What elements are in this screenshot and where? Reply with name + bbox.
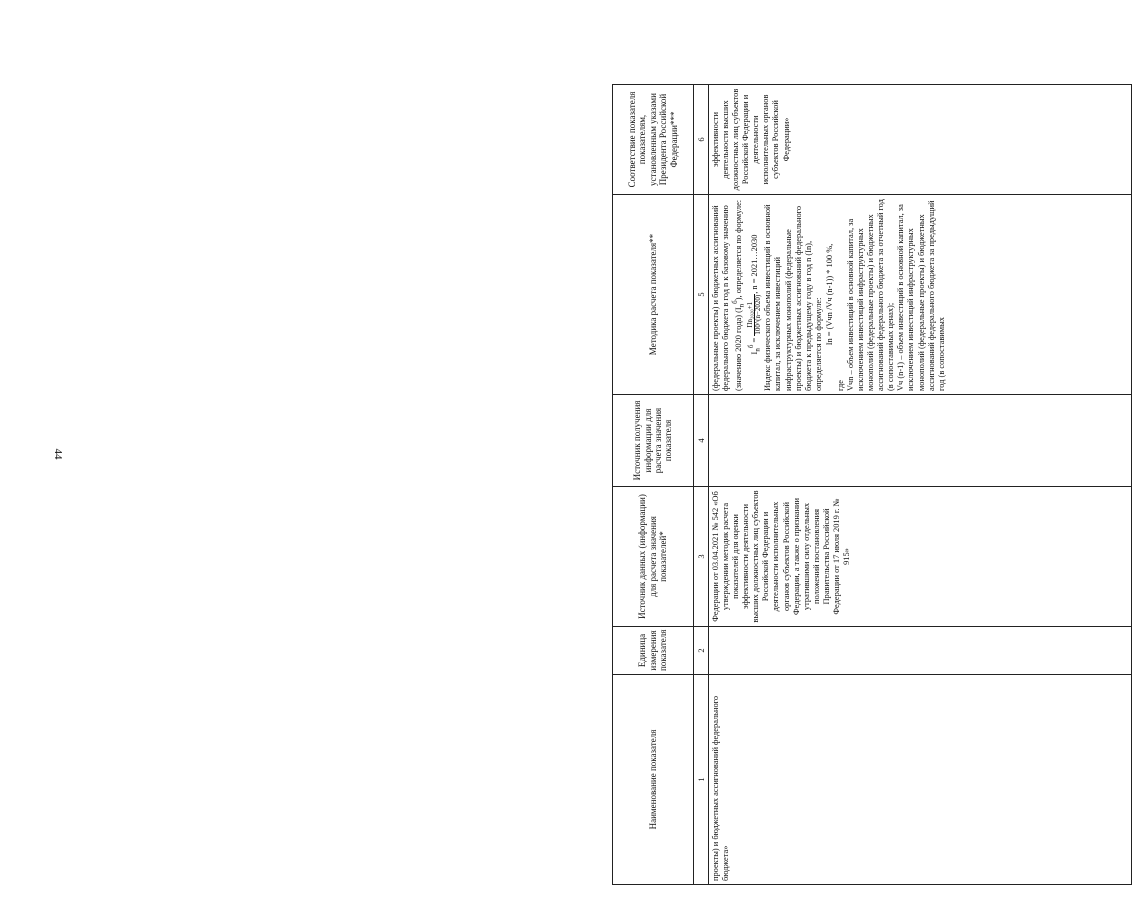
formula-index: $I_n^б$ = Пn₂₀₂₀+1 100^(n−2020) , n = 2021…2030: [746, 234, 763, 355]
col-number-6: 6: [694, 85, 709, 195]
col-number-2: 2: [694, 627, 709, 675]
page-number: 44: [52, 448, 64, 460]
method-where: где: [835, 380, 845, 391]
column-number-row: [694, 85, 709, 885]
header-method: Методика расчета показателя**: [613, 195, 694, 395]
info-source-cell: [709, 395, 1132, 487]
method-cell: [709, 195, 1132, 395]
header-row: [613, 85, 694, 885]
header-data-source: Источник данных (информации) для расчета значения показателей*: [613, 487, 694, 627]
col-number-4: 4: [694, 395, 709, 487]
formula-denominator: 100^(n−2020): [754, 294, 763, 335]
indicator-name-cell: проекты) и бюджетных ассигнований федерального бюджета»: [709, 675, 1132, 885]
col-number-1: 1: [694, 675, 709, 885]
formula-range: , n = 2021…2030: [749, 234, 759, 294]
method-text-4: Vч (n-1) – объем инвестиций в основной капитал, за исключением инвестиций инфраструктурных монополий (федеральные проекты) и бюджетных ассигнований федерального бюджета за предыдущий год (в сопоставимых: [896, 200, 946, 391]
col-number-3: 3: [694, 487, 709, 627]
data-source-cell: Федерации от 03.04.2021 № 542 «Об утверждении методик расчета показателей для оценки эффективности деятельности высших должностных лиц субъектов Российской Федерации и деятельности исполнительных органов субъектов Российской Федерации, а также о признании утратившими силу отдельных положений постановления Правительства Российской Федерации от 17 июля 2019 г. № 915»: [709, 487, 1132, 627]
formula-lhs: I: [749, 351, 759, 355]
method-symbol-sup: б: [731, 300, 740, 304]
method-text-1: (федеральные проекты) и бюджетных ассигнований федерального бюджета в год n к базовому значению (значению 2020 года) (I: [711, 205, 743, 391]
header-unit: Единица измерения показателя: [613, 627, 694, 675]
method-text-1-end: ), определяется по формуле:: [733, 199, 743, 301]
header-compliance: Соответствие показателя показателям, установленным указами Президента Российской Федерации***: [613, 85, 694, 195]
header-name: Наименование показателя: [613, 675, 694, 885]
formula-lhs-sub: n: [753, 348, 762, 352]
col-number-5: 5: [694, 195, 709, 395]
compliance-cell: эффективности деятельности высших должностных лиц субъектов Российской Федерации и деятельности исполнительных органов субъектов Российской Федерации»: [709, 85, 1132, 195]
formula-fraction: [747, 294, 762, 336]
method-symbol-sub: n: [737, 303, 746, 308]
formula-lhs-sup: б: [747, 344, 756, 349]
method-text-2: Индекс физического объема инвестиций в основной капитал, за исключением инвестиций инфраструктурных монополий (федеральные проекты) и бюджетных ассигнований федерального бюджета к предыдущему году в год n (In), определяется по формуле:: [763, 204, 823, 391]
method-text-3: Vчn – объем инвестиций в основной капитал, за исключением инвестиций инфраструктурных монополий (федеральные проекты) и бюджетных ассигнований федерального бюджета за отчетный год (в сопоставимых ценах);: [846, 199, 896, 391]
rotated-page: [612, 85, 1132, 885]
formula-growth: In = (Vчn /Vч (n-1)) * 100 %,: [824, 243, 834, 346]
indicator-table: [612, 84, 1132, 885]
header-info-source: Источник получения информации для расчета значения показателя: [613, 395, 694, 487]
unit-cell: [709, 627, 1132, 675]
formula-numerator: Пn₂₀₂₀+1: [747, 294, 755, 336]
table-row: [709, 85, 1132, 885]
